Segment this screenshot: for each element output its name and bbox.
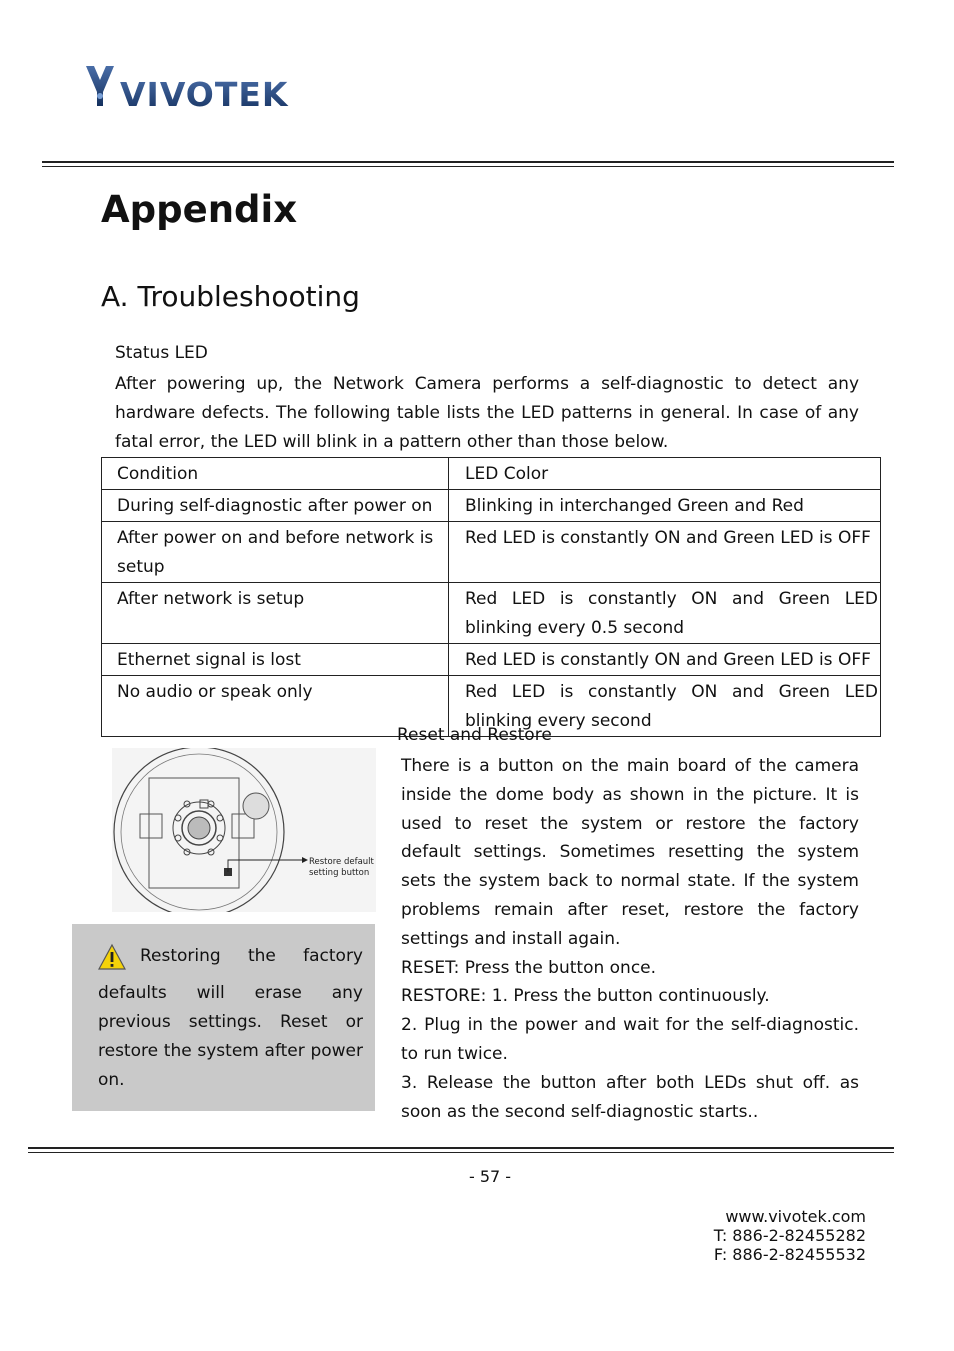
svg-text:Restore default: Restore default <box>309 857 374 867</box>
page-number: - 57 - <box>468 1167 512 1186</box>
camera-board-figure <box>112 748 376 912</box>
footer-rule <box>28 1147 894 1153</box>
header-cell: Condition <box>102 458 449 490</box>
table-row <box>102 522 881 583</box>
warning-note <box>72 924 375 1111</box>
reset-paragraph: 3. Release the button after both LEDs shut off. as soon as the second self-diagnostic starts.. <box>401 1072 859 1122</box>
page-title: Appendix <box>101 188 298 231</box>
reset-body <box>401 752 859 1126</box>
reset-paragraph: RESET: Press the button once. <box>401 957 657 978</box>
table-cell: After network is setup <box>102 583 449 644</box>
header-rule <box>42 161 894 167</box>
warning-text: defaults will erase any previous settings. Reset or restore the system after power on. <box>98 983 363 1090</box>
fax-number: F: 886-2-82455532 <box>713 1245 866 1264</box>
table-cell: Blinking in interchanged Green and Red <box>449 490 881 522</box>
svg-text:VIVOTEK: VIVOTEK <box>120 75 289 114</box>
warning-first-words <box>140 942 363 971</box>
reset-title: Reset and Restore <box>397 725 552 745</box>
led-table <box>101 457 881 737</box>
table-cell: No audio or speak only <box>102 676 449 737</box>
table-header-row <box>102 458 881 490</box>
header-cell: LED Color <box>449 458 881 490</box>
table-cell: Red LED is constantly ON and Green LED is OFF <box>449 522 881 583</box>
reset-paragraph: RESTORE: 1. Press the button continuously. <box>401 986 770 1007</box>
warning-first-line <box>98 942 363 971</box>
contact-block <box>714 1207 866 1264</box>
section-title: A. Troubleshooting <box>101 280 360 313</box>
table-cell: Ethernet signal is lost <box>102 644 449 676</box>
warning-word: factory <box>303 946 363 966</box>
vivotek-logo <box>84 62 294 114</box>
warning-word: the <box>247 946 276 966</box>
reset-paragraph: 2. Plug in the power and wait for the self-diagnostic. to run twice. <box>401 1015 859 1064</box>
phone-number: T: 886-2-82455282 <box>713 1226 866 1245</box>
status-led-body: After powering up, the Network Camera performs a self-diagnostic to detect any hardware defects. The following table lists the LED patterns in general. In case of any fatal error, the LED will blink in a pattern other than those below. <box>115 374 859 452</box>
table-row <box>102 490 881 522</box>
warning-word: Restoring <box>140 946 221 966</box>
table-cell: During self-diagnostic after power on <box>102 490 449 522</box>
table-row <box>102 583 881 644</box>
table-cell: Red LED is constantly ON and Green LED is OFF <box>449 644 881 676</box>
table-row <box>102 644 881 676</box>
warning-icon <box>98 943 126 971</box>
table-cell: After power on and before network is setup <box>102 522 449 583</box>
svg-text:setting button: setting button <box>309 868 370 878</box>
website-link[interactable]: www.vivotek.com <box>725 1207 866 1226</box>
reset-paragraph: There is a button on the main board of the camera inside the dome body as shown in the picture. It is used to reset the system or restore the factory default settings. Sometimes resetting the system sets the system back to normal state. If the system problems remain after reset, restore the factory settings and install again. <box>401 756 859 949</box>
table-cell: Red LED is constantly ON and Green LED blinking every second <box>449 676 881 737</box>
status-led-title: Status LED <box>115 343 208 363</box>
table-cell: Red LED is constantly ON and Green LED blinking every 0.5 second <box>449 583 881 644</box>
